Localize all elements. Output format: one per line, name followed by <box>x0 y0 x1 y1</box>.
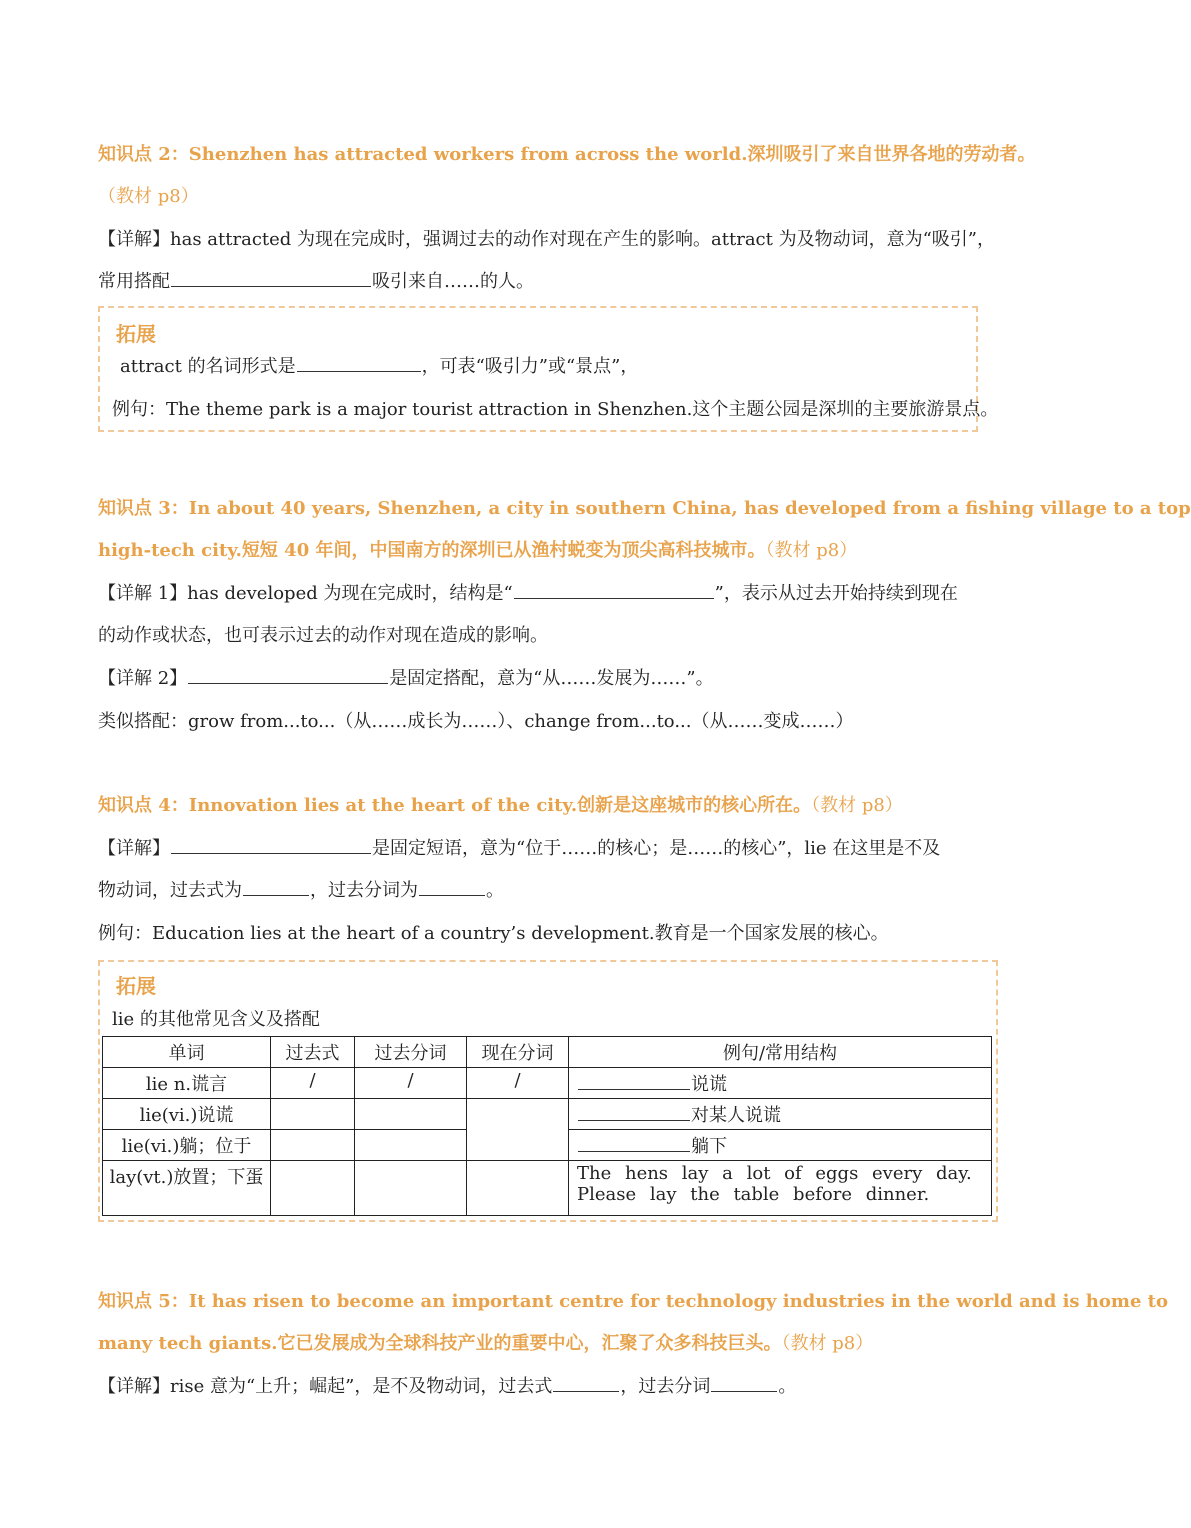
table-cell[interactable] <box>355 1099 467 1130</box>
kp3-similar: 类似搭配：grow from...to...（从……成长为……）、change from...to...（从……变成……） <box>98 711 854 732</box>
kp2-ref: （教材 p8） <box>98 186 199 207</box>
kp5-title-cont: many tech giants.它已发展成为全球科技产业的重要中心，汇聚了众多科技巨头。（教材 p8） <box>98 1333 874 1354</box>
kp2-title: 知识点 2：Shenzhen has attracted workers from across the world.深圳吸引了来自世界各地的劳动者。 <box>98 144 1036 165</box>
blank-field[interactable] <box>297 353 421 372</box>
header-past-participle: 过去分词 <box>355 1037 467 1068</box>
kp4-title: 知识点 4：Innovation lies at the heart of the city.创新是这座城市的核心所在。（教材 p8） <box>98 795 903 816</box>
blank-field[interactable] <box>711 1373 777 1392</box>
table-cell: lie n.谎言 <box>103 1068 271 1099</box>
table-header-row <box>103 1037 992 1068</box>
header-past: 过去式 <box>271 1037 355 1068</box>
blank-field[interactable] <box>243 877 309 896</box>
blank-field[interactable] <box>171 268 371 287</box>
table-row <box>103 1099 992 1130</box>
kp4-detail-cont: 物动词，过去式为 ，过去分词为 。 <box>98 876 504 902</box>
kp3-title-cont: high-tech city.短短 40 年间，中国南方的深圳已从渔村蜕变为顶尖高科技城市。（教材 p8） <box>98 540 858 561</box>
kp3-detail1: 【详解 1】has developed 为现在完成时，结构是“ ”，表示从过去开始持续到现在 <box>98 579 958 605</box>
kp3-detail2: 【详解 2】 是固定搭配，意为“从……发展为……”。 <box>98 664 714 690</box>
table-cell: / <box>467 1068 569 1099</box>
example-sentence: The hens lay a lot of eggs every day. <box>577 1163 972 1184</box>
ext-intro: lie 的其他常见含义及搭配 <box>112 1009 320 1030</box>
header-present-participle: 现在分词 <box>467 1037 569 1068</box>
kp2-collocation: 常用搭配 吸引来自……的人。 <box>98 267 534 293</box>
table-cell <box>569 1161 992 1216</box>
example-sentence: Please lay the table before dinner. <box>577 1184 930 1205</box>
blank-field[interactable] <box>578 1071 690 1090</box>
kp3-detail1-cont: 的动作或状态，也可表示过去的动作对现在造成的影响。 <box>98 625 548 646</box>
extension-title: 拓展 <box>116 322 156 346</box>
kp4-example: 例句：Education lies at the heart of a country’s development.教育是一个国家发展的核心。 <box>98 923 889 944</box>
table-cell: lay(vt.)放置；下蛋 <box>103 1161 271 1216</box>
blank-field[interactable] <box>419 877 485 896</box>
blank-field[interactable] <box>514 580 714 599</box>
kp4-detail: 【详解】 是固定短语，意为“位于……的核心；是……的核心”，lie 在这里是不及 <box>98 834 940 860</box>
table-cell[interactable] <box>271 1161 355 1216</box>
table-cell[interactable] <box>271 1130 355 1161</box>
table-cell[interactable] <box>467 1099 569 1161</box>
table-cell: lie(vi.)躺；位于 <box>103 1130 271 1161</box>
header-word: 单词 <box>103 1037 271 1068</box>
table-row <box>103 1161 992 1216</box>
blank-field[interactable] <box>188 665 388 684</box>
lie-table <box>102 1036 992 1216</box>
ext-example: 例句：The theme park is a major tourist attraction in Shenzhen.这个主题公园是深圳的主要旅游景点。 <box>112 399 999 420</box>
header-example: 例句/常用结构 <box>569 1037 992 1068</box>
blank-field[interactable] <box>578 1133 690 1152</box>
table-cell: 躺下 <box>569 1130 992 1161</box>
table-cell[interactable] <box>467 1161 569 1216</box>
table-cell: lie(vi.)说谎 <box>103 1099 271 1130</box>
table-row <box>103 1068 992 1099</box>
table-cell: 对某人说谎 <box>569 1099 992 1130</box>
blank-field[interactable] <box>578 1102 690 1121</box>
blank-field[interactable] <box>553 1373 619 1392</box>
extension-title: 拓展 <box>116 974 156 998</box>
ext-noun-form: attract 的名词形式是 ，可表“吸引力”或“景点”， <box>120 352 638 378</box>
kp5-detail: 【详解】rise 意为“上升；崛起”，是不及物动词，过去式 ，过去分词 。 <box>98 1372 796 1398</box>
table-cell[interactable] <box>355 1161 467 1216</box>
table-cell[interactable] <box>355 1130 467 1161</box>
table-cell: / <box>355 1068 467 1099</box>
kp2-detail: 【详解】has attracted 为现在完成时，强调过去的动作对现在产生的影响。attract 为及物动词，意为“吸引”， <box>98 229 995 250</box>
table-cell: 说谎 <box>569 1068 992 1099</box>
kp3-title: 知识点 3：In about 40 years, Shenzhen, a city in southern China, has developed from a fishing village to a top <box>98 498 1191 519</box>
kp5-title: 知识点 5：It has risen to become an important centre for technology industries in the world and is home to <box>98 1291 1168 1312</box>
table-cell: / <box>271 1068 355 1099</box>
table-cell[interactable] <box>271 1099 355 1130</box>
blank-field[interactable] <box>171 835 371 854</box>
